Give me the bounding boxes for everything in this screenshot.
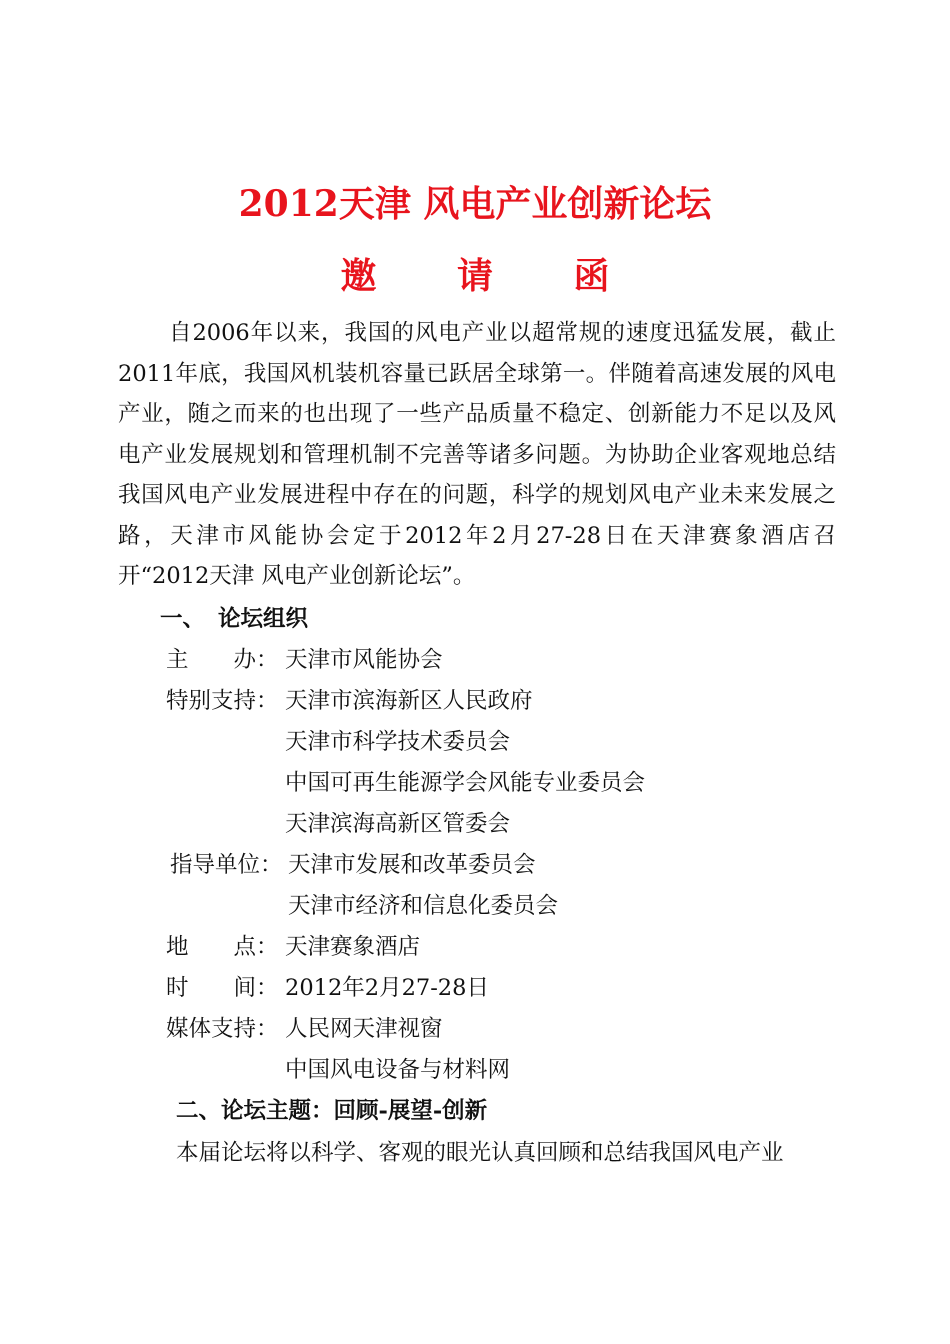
section-2-heading: 二、论坛主题：回顾-展望-创新 <box>176 1098 488 1124</box>
host-value: 天津市风能协会 <box>285 647 443 673</box>
host-label: 主 办： <box>166 647 279 673</box>
support-item: 天津市滨海新区人民政府 <box>285 688 533 714</box>
support-item: 天津滨海高新区管委会 <box>285 811 511 837</box>
time-value: 2012年2月27-28日 <box>285 975 489 1001</box>
document-subtitle: 邀 请 函 <box>340 255 644 297</box>
section-1-heading <box>160 599 308 639</box>
section-1-title: 论坛组织 <box>218 606 309 632</box>
place-value: 天津赛象酒店 <box>285 934 421 960</box>
support-item: 中国可再生能源学会风能专业委员会 <box>285 770 646 796</box>
support-label: 特别支持： <box>166 688 279 714</box>
support-item: 天津市科学技术委员会 <box>285 729 511 755</box>
section-1-number: 一、 <box>160 606 206 632</box>
media-item: 中国风电设备与材料网 <box>285 1057 511 1083</box>
place-label: 地 点： <box>166 934 279 960</box>
guide-item: 天津市发展和改革委员会 <box>288 852 536 878</box>
document-title: 2012天津 风电产业创新论坛 <box>238 183 712 225</box>
time-label: 时 间： <box>166 975 279 1001</box>
media-label: 媒体支持： <box>166 1016 279 1042</box>
media-item: 人民网天津视窗 <box>285 1016 443 1042</box>
guide-label: 指导单位： <box>170 852 283 878</box>
intro-paragraph: 自2006年以来，我国的风电产业以超常规的速度迅猛发展，截止2011年底，我国风机装机容量已跃居全球第一。伴随着高速发展的风电产业，随之而来的也出现了一些产品质量不稳定、创新能力不足以及风电产业发展规划和管理机制不完善等诸多问题。为协助企业客观地总结我国风电产业发展进程中存在的问题，科学的规划风电产业未来发展之路，天津市风能协会定于2012年2月27-28日在天津赛象酒店召开“2012天津 风电产业创新论坛”。 <box>118 320 836 589</box>
guide-item: 天津市经济和信息化委员会 <box>288 893 559 919</box>
section-2-paragraph: 本届论坛将以科学、客观的眼光认真回顾和总结我国风电产业 <box>176 1140 784 1166</box>
